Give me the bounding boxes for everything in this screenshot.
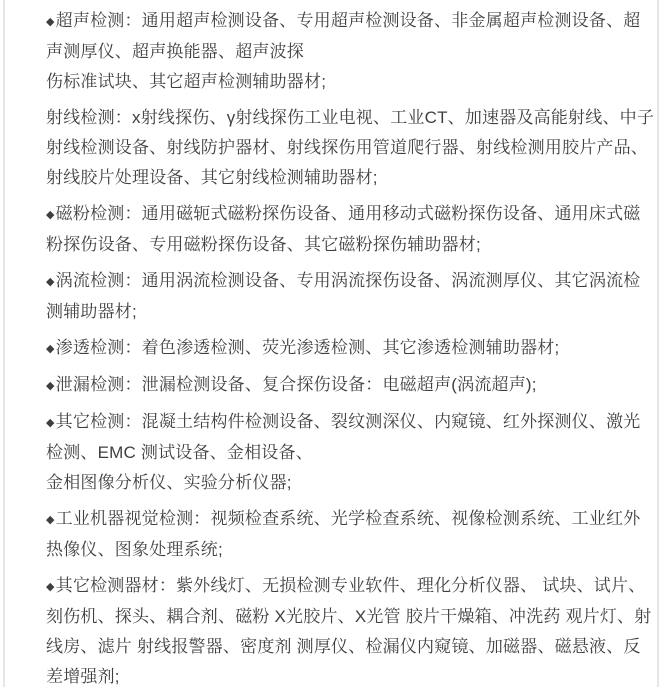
text-line: 测辅助器材;	[46, 302, 137, 321]
diamond-bullet-icon: ◆	[46, 581, 55, 593]
text-line: 粉探伤设备、专用磁粉探伤设备、其它磁粉探伤辅助器材;	[46, 235, 481, 254]
text-line: 射线检测设备、射线防护器材、射线探伤用管道爬行器、射线检测用胶片产品、	[46, 138, 648, 157]
paragraph	[46, 504, 641, 565]
text-line: ◆涡流检测：通用涡流检测设备、专用涡流探伤设备、涡流测厚仪、其它涡流检	[46, 271, 641, 290]
text-line: 检测、EMC 测试设备、金相设备、	[46, 443, 313, 462]
paragraph	[46, 266, 641, 327]
text-line: 差增强剂;	[46, 667, 120, 686]
paragraph	[46, 333, 632, 364]
text-line: ◆泄漏检测：泄漏检测设备、复合探伤设备：电磁超声(涡流超声);	[46, 375, 537, 394]
diamond-bullet-icon: ◆	[46, 209, 55, 221]
diamond-bullet-icon: ◆	[46, 380, 55, 392]
text-line: 射线检测：x射线探伤、γ射线探伤工业电视、工业CT、加速器及高能射线、中子	[46, 108, 655, 127]
text-line: 热像仪、图象处理系统;	[46, 540, 223, 559]
diamond-bullet-icon: ◆	[46, 276, 55, 288]
text-line: ◆超声检测：通用超声检测设备、专用超声检测设备、非金属超声检测设备、超	[46, 11, 641, 30]
page-right-border	[657, 0, 659, 687]
text-line: ◆磁粉检测：通用磁轭式磁粉探伤设备、通用移动式磁粉探伤设备、通用床式磁	[46, 204, 641, 223]
paragraph	[46, 407, 641, 498]
text-line: ◆工业机器视觉检测：视频检查系统、光学检查系统、视像检测系统、工业红外	[46, 509, 641, 528]
diamond-bullet-icon: ◆	[46, 343, 55, 355]
text-line: 射线胶片处理设备、其它射线检测辅助器材;	[46, 168, 378, 187]
page-left-border	[3, 0, 5, 687]
article-body	[46, 6, 655, 698]
diamond-bullet-icon: ◆	[46, 417, 55, 429]
paragraph	[46, 571, 652, 692]
diamond-bullet-icon: ◆	[46, 16, 55, 28]
paragraph	[46, 199, 641, 260]
paragraph	[46, 370, 632, 401]
text-line: ◆其它检测器材：紫外线灯、无损检测专业软件、理化分析仪器、 试块、试片、	[46, 576, 646, 595]
paragraph	[46, 6, 641, 97]
text-line: 声测厚仪、超声换能器、超声波探	[46, 42, 304, 61]
text-line: 线房、滤片 射线报警器、密度剂 测厚仪、检漏仪内窥镜、加磁器、磁悬液、反	[46, 637, 641, 656]
paragraph	[46, 103, 655, 193]
text-line: ◆其它检测：混凝土结构件检测设备、裂纹测深仪、内窥镜、红外探测仪、激光	[46, 412, 641, 431]
text-line: 金相图像分析仪、实验分析仪器;	[46, 473, 292, 492]
text-line: 刻伤机、探头、耦合剂、磁粉 X光胶片、X光管 胶片干燥箱、冲洗药 观片灯、射	[46, 607, 652, 626]
text-line: 伤标准试块、其它超声检测辅助器材;	[46, 72, 327, 91]
diamond-bullet-icon: ◆	[46, 514, 55, 526]
text-line: ◆渗透检测：着色渗透检测、荧光渗透检测、其它渗透检测辅助器材;	[46, 338, 560, 357]
